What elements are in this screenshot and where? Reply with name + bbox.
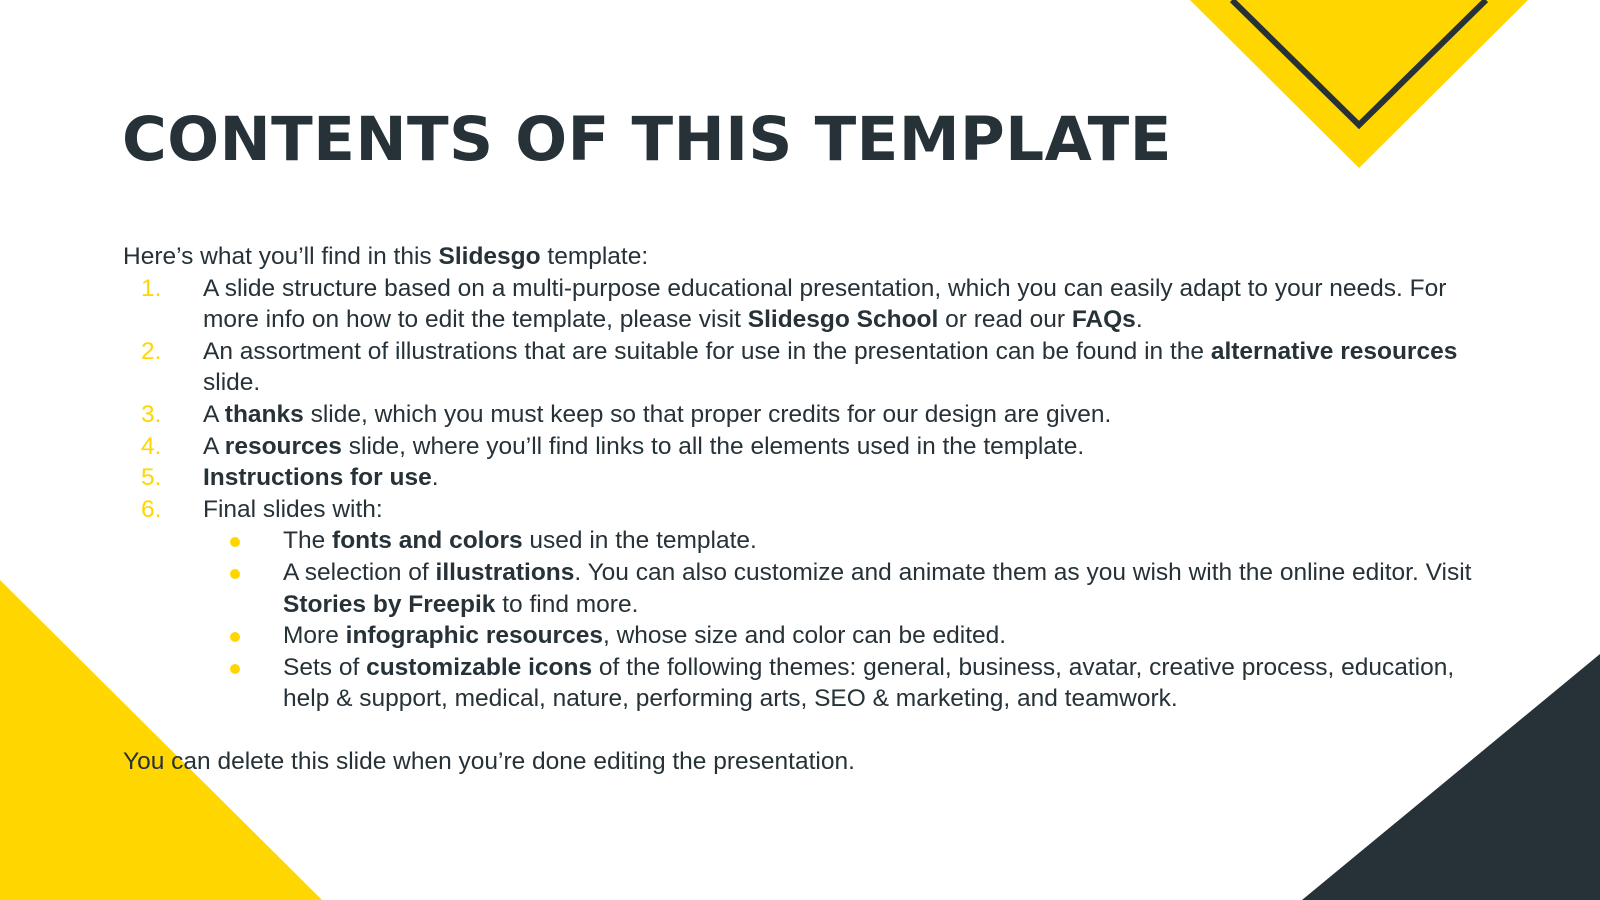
- final-slides-list: [203, 525, 1493, 715]
- list-number: 3.: [141, 400, 162, 428]
- slide-title: CONTENTS OF THIS TEMPLATE: [122, 104, 1172, 175]
- list-item: 4. A resources slide, where you’ll find links to all the elements used in the template.: [123, 431, 1493, 463]
- list-item: 3. A thanks slide, which you must keep so that proper credits for our design are given.: [123, 399, 1493, 431]
- sub-list-item: A selection of illustrations. You can also customize and animate them as you wish with the online editor. Visit Stories by Freepik to find more.: [203, 557, 1493, 620]
- bullet-dot: [230, 664, 240, 674]
- bullet-dot: [230, 632, 240, 642]
- list-number: 4.: [141, 432, 162, 460]
- bullet-dot: [230, 537, 240, 547]
- list-number: 1.: [141, 274, 162, 302]
- list-number: 6.: [141, 495, 162, 523]
- list-item: 1. A slide structure based on a multi-purpose educational presentation, which you can easily adapt to your needs. For more info on how to edit the template, please visit Slidesgo School or read our FAQs.: [141, 274, 1447, 334]
- list-number: 2.: [141, 337, 162, 365]
- intro-text: Here’s what you’ll find in this Slidesgo template:: [123, 243, 649, 270]
- slide-body: [123, 241, 1493, 778]
- closing-note: You can delete this slide when you’re done editing the presentation.: [123, 747, 855, 775]
- bullet-dot: [230, 569, 240, 579]
- list-item: 5. Instructions for use.: [123, 462, 1493, 494]
- list-number: 5.: [141, 464, 162, 492]
- list-item: 6. Final slides with: The fonts and colors used in the template. A selection of illustrations. You can also customize and animate them as you wish with the online editor. Visit Stories by Freepik to find more. More infographic resources, whose size and color can be edited. Sets of customizable icons of the following themes: general, business, avatar, creative process, education, help & support, medical, nature, performing arts, SEO & marketing, and teamwork.: [123, 494, 1493, 715]
- sub-list-item: More infographic resources, whose size and color can be edited.: [203, 620, 1493, 652]
- sub-list-item: Sets of customizable icons of the following themes: general, business, avatar, creative process, education, help & support, medical, nature, performing arts, SEO & marketing, and teamwork.: [203, 652, 1493, 715]
- contents-list: [123, 273, 1493, 715]
- sub-list-item: The fonts and colors used in the template.: [203, 525, 1493, 557]
- list-item: 2. An assortment of illustrations that are suitable for use in the presentation can be found in the alternative resources slide.: [141, 337, 1458, 397]
- top-right-yellow-triangle: [1190, 0, 1528, 168]
